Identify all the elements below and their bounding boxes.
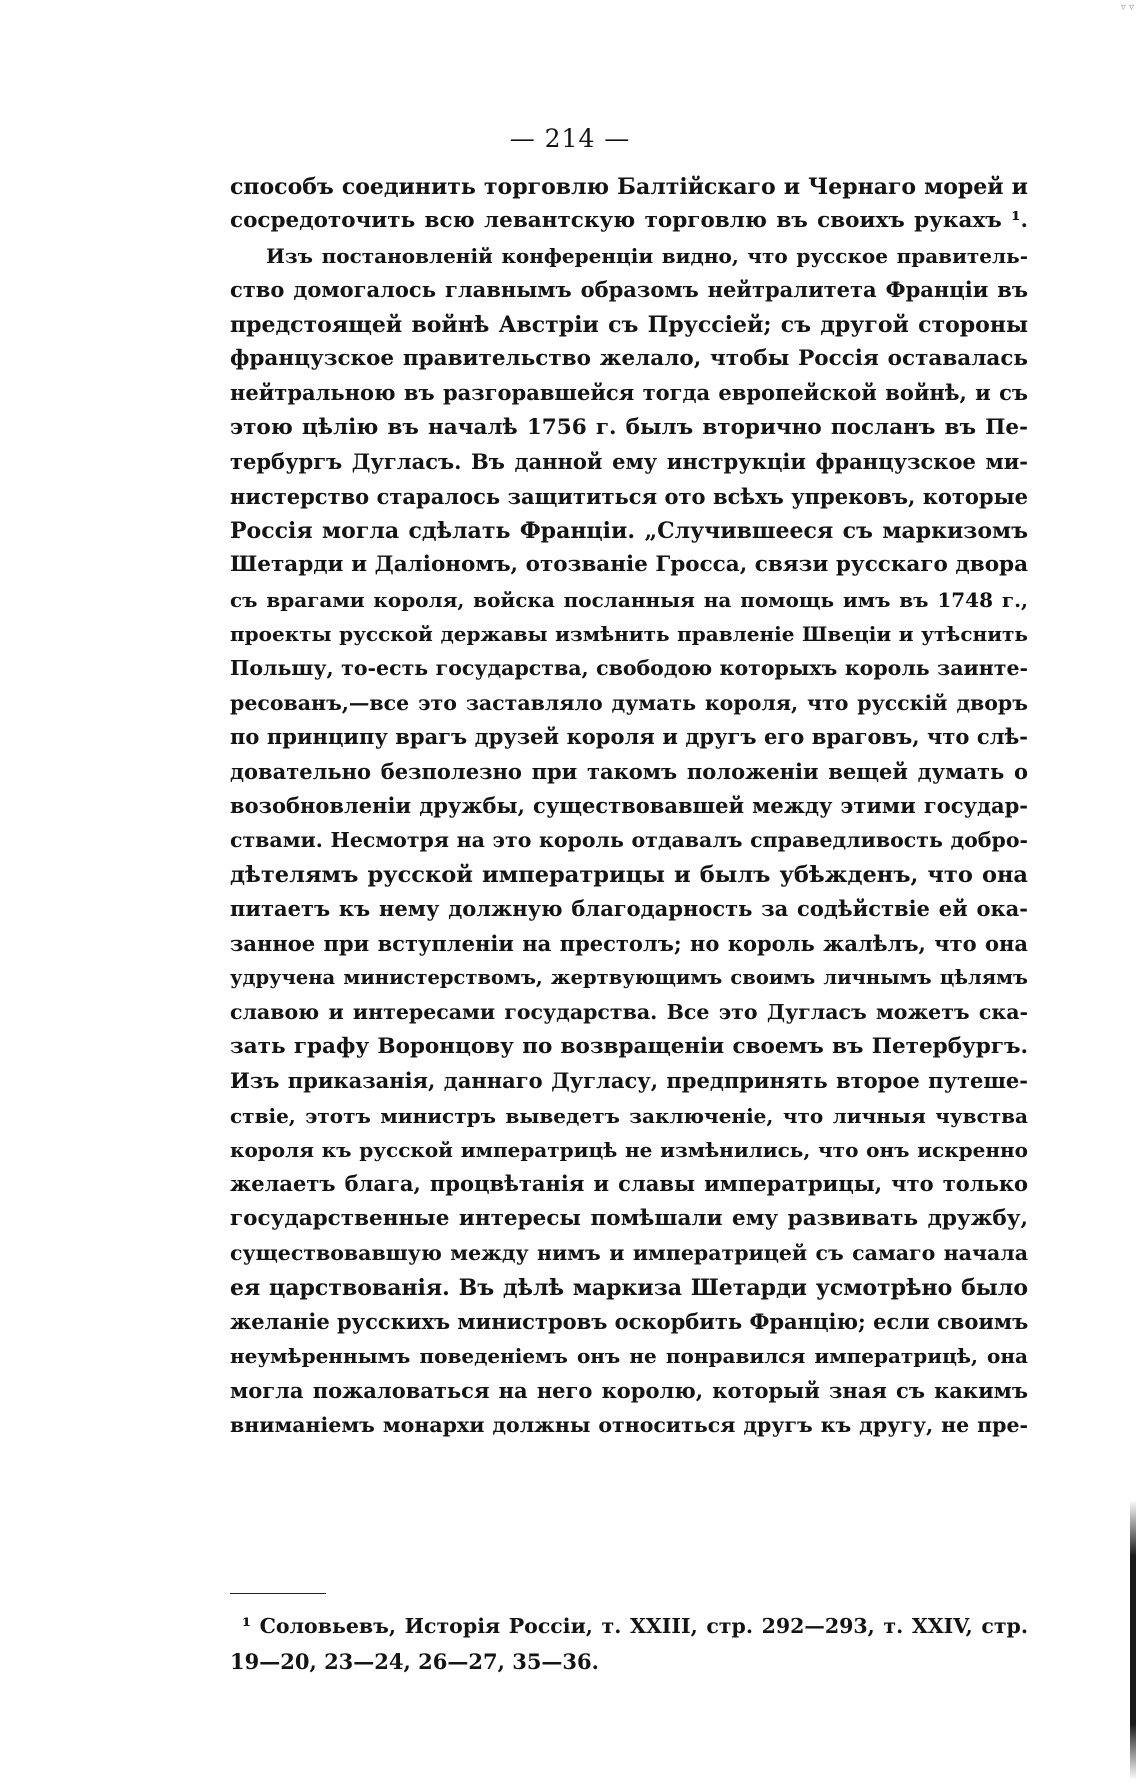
text-line: славою и интересами государства. Все это Дугласъ можетъ ска- <box>230 1000 1028 1025</box>
page-number: — 214 — <box>509 124 631 153</box>
text-line: Россія могла сдѣлать Франціи. „Случившееся съ маркизомъ <box>230 517 1028 544</box>
footnote <box>230 1608 1028 1680</box>
text-line: ство домогалось главнымъ образомъ нейтралитета Франціи въ <box>230 277 1028 303</box>
text-line: желаніе русскихъ министровъ оскорбить Францію; если своимъ <box>230 1308 1028 1334</box>
text-line: удручена министерствомъ, жертвующимъ своимъ личнымъ цѣлямъ <box>230 965 1028 989</box>
text-line: ресованъ,—все это заставляло думать короля, что русскій дворъ <box>230 690 1028 715</box>
text-line: сосредоточить всю левантскую торговлю въ своихъ рукахъ ¹. <box>230 208 1028 234</box>
text-line: Изъ постановленій конференціи видно, что русское правитель- <box>266 243 1028 268</box>
text-line: Изъ приказанія, даннаго Дугласу, предпринять второе путеше- <box>230 1068 1028 1094</box>
text-line: способъ соединить торговлю Балтійскаго и Чернаго морей и <box>230 174 1028 200</box>
text-line: могла пожаловаться на него королю, который зная съ какимъ <box>230 1377 1028 1403</box>
text-line: тербургъ Дугласъ. Въ данной ему инструкціи французское ми- <box>230 449 1028 475</box>
text-line: вниманіемъ монархи должны относиться другъ къ другу, не пре- <box>230 1413 1028 1438</box>
text-line: по принципу врагъ друзей короля и другъ его враговъ, что слѣ- <box>230 724 1028 750</box>
text-line: проекты русской державы измѣнить правленіе Швеціи и утѣснить <box>230 622 1028 647</box>
text-line: съ врагами короля, войска посланныя на помощь имъ въ 1748 г., <box>230 587 1028 612</box>
text-line: зать графу Воронцову по возвращеніи своемъ въ Петербургъ. <box>230 1033 1028 1059</box>
text-line: государственные интересы помѣшали ему развивать дружбу, <box>230 1205 1028 1231</box>
text-line: Шетарди и Даліономъ, отозваніе Гросса, связи русскаго двора <box>230 552 1028 578</box>
text-line: питаетъ къ нему должную благодарность за содѣйствіе ей ока- <box>230 896 1028 922</box>
text-line: этою цѣлію въ началѣ 1756 г. былъ вторично посланъ въ Пе- <box>230 414 1028 440</box>
text-line: предстоящей войнѣ Австріи съ Пруссіей; съ другой стороны <box>230 311 1028 338</box>
footnote-line: ¹ Соловьевъ, Исторія Россіи, т. XXIII, стр. 292—293, т. XXIV, стр. <box>242 1614 1028 1638</box>
text-line: Польшу, то-есть государства, свободою которыхъ король заинте- <box>230 656 1028 681</box>
text-line: ствіе, этотъ министръ выведетъ заключеніе, что личныя чувства <box>230 1103 1028 1128</box>
footnote-line: 19—20, 23—24, 26—27, 35—36. <box>230 1649 599 1674</box>
text-line: нистерство старалось защититься ото всѣхъ упрековъ, которые <box>230 483 1028 509</box>
text-line: желаетъ блага, процвѣтанія и славы императрицы, что только <box>230 1171 1028 1197</box>
text-line: существовавшую между нимъ и императрицей съ самаго начала <box>230 1241 1028 1266</box>
text-line: ствами. Несмотря на это король отдавалъ справедливость добро- <box>230 828 1028 853</box>
text-line: неумѣреннымъ поведеніемъ онъ не понравился императрицѣ, она <box>230 1344 1028 1369</box>
text-line: короля къ русской императрицѣ не измѣнились, что онъ искренно <box>230 1137 1028 1162</box>
footnote-rule <box>230 1593 326 1594</box>
body-text <box>230 170 1028 1442</box>
text-line: довательно безполезно при такомъ положеніи вещей думать о <box>230 758 1028 784</box>
binding-edge-mark <box>1130 1500 1136 1780</box>
text-line: возобновленіи дружбы, существовавшей между этими государ- <box>230 793 1028 819</box>
text-line: занное при вступленіи на престолъ; но король жалѣлъ, что она <box>230 930 1028 956</box>
corner-mark: ▿ ▿ <box>1120 2 1134 13</box>
text-line: нейтральною въ разгоравшейся тогда европейской войнѣ, и съ <box>230 380 1028 406</box>
text-line: дѣтелямъ русской императрицы и былъ убѣжденъ, что она <box>230 861 1028 888</box>
text-line: французское правительство желало, чтобы Россія оставалась <box>230 345 1028 371</box>
text-line: ея царствованія. Въ дѣлѣ маркиза Шетарди усмотрѣно было <box>230 1274 1028 1301</box>
